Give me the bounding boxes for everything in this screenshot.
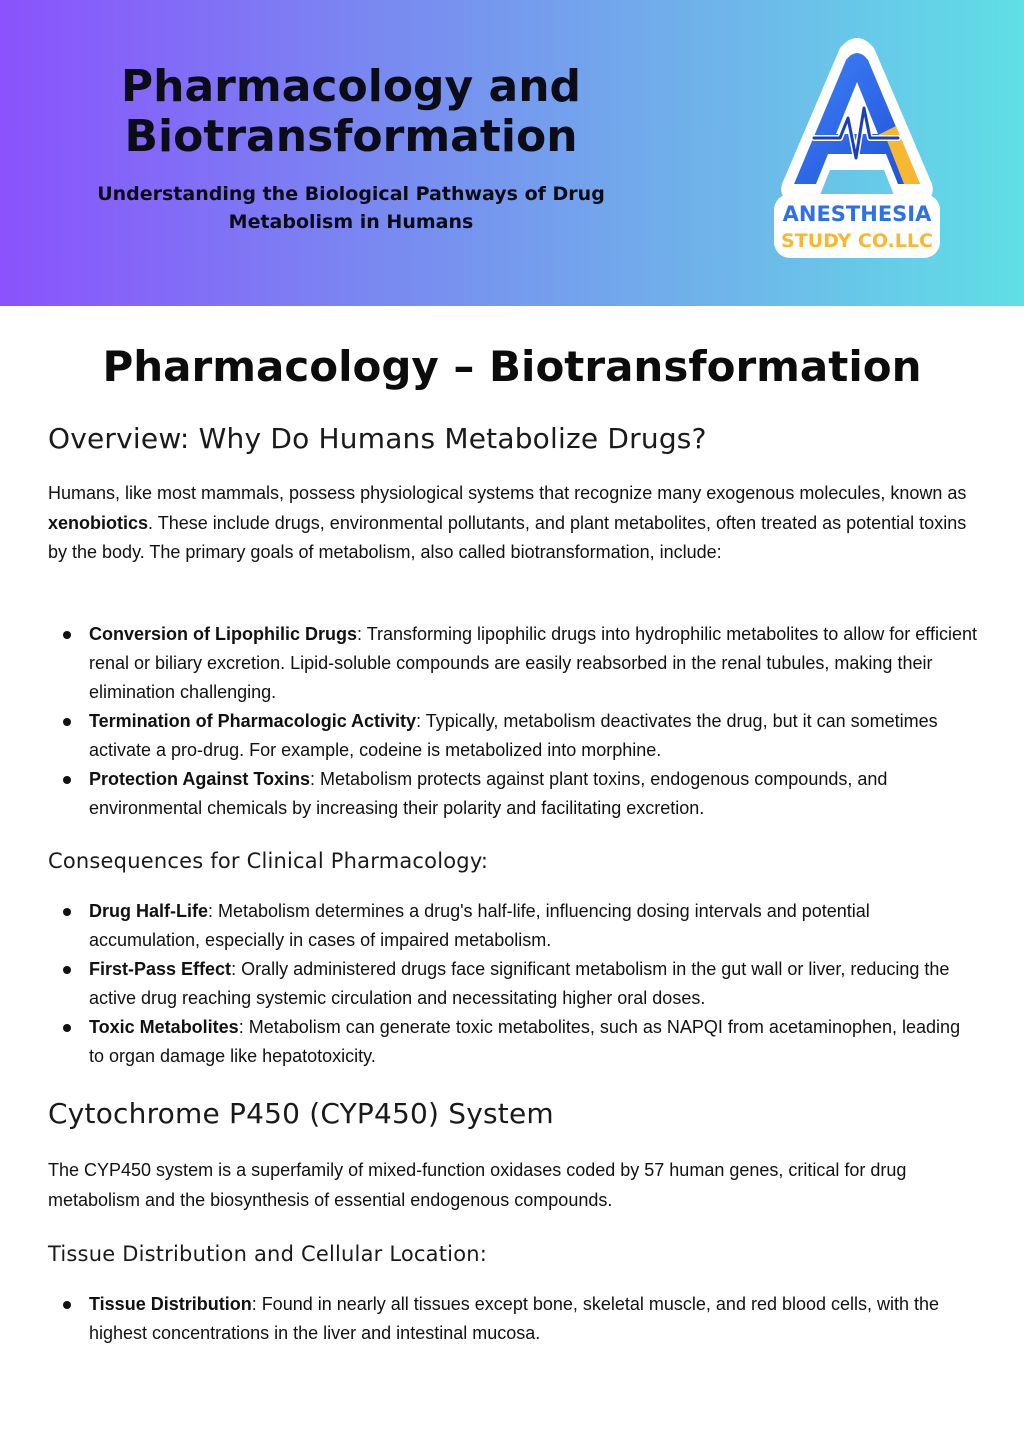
list-item: First-Pass Effect: Orally administered drugs face significant metabolism in the gut wall or liver, reducing the active drug reaching systemic circulation and necessitating higher oral doses. xyxy=(48,955,978,1013)
logo-line2: STUDY CO.LLC xyxy=(781,230,933,252)
bullet-icon xyxy=(63,631,71,639)
list-item: Conversion of Lipophilic Drugs: Transforming lipophilic drugs into hydrophilic metabolites to allow for efficient renal or biliary excretion. Lipid-soluble compounds are easily reabsorbed in the renal tubules, making their elimination challenging. xyxy=(48,620,978,707)
bullet-icon xyxy=(63,966,71,974)
bullet-icon xyxy=(63,908,71,916)
list-item: Protection Against Toxins: Metabolism protects against plant toxins, endogenous compounds, and environmental chemicals by increasing their polarity and facilitating excretion. xyxy=(48,765,978,823)
consequences-list xyxy=(48,897,978,1071)
xenobiotics-term: xenobiotics xyxy=(48,512,149,533)
bullet-icon xyxy=(63,1301,71,1309)
bullet-icon xyxy=(63,776,71,784)
list-item: Drug Half-Life: Metabolism determines a drug's half-life, influencing dosing intervals and potential accumulation, especially in cases of impaired metabolism. xyxy=(48,897,978,955)
company-logo xyxy=(774,34,940,258)
tissue-list xyxy=(48,1290,978,1348)
list-item: Termination of Pharmacologic Activity: Typically, metabolism deactivates the drug, but it can sometimes activate a pro-drug. For example, codeine is metabolized into morphine. xyxy=(48,707,978,765)
tissue-heading: Tissue Distribution and Cellular Location: xyxy=(48,1242,488,1266)
consequences-heading: Consequences for Clinical Pharmacology: xyxy=(48,849,489,873)
overview-intro: Humans, like most mammals, possess physiological systems that recognize many exogenous molecules, known as xenobiotics. These include drugs, environmental pollutants, and plant metabolites, often treated as potential toxins by the body. The primary goals of metabolism, also called biotransformation, include: xyxy=(48,483,967,562)
cyp450-heading: Cytochrome P450 (CYP450) System xyxy=(48,1097,554,1130)
cyp450-intro: The CYP450 system is a superfamily of mixed-function oxidases coded by 57 human genes, critical for drug metabolism and the biosynthesis of essential endogenous compounds. xyxy=(48,1160,907,1210)
list-item: Toxic Metabolites: Metabolism can generate toxic metabolites, such as NAPQI from acetaminophen, leading to organ damage like hepatotoxicity. xyxy=(48,1013,978,1071)
logo-line1: ANESTHESIA xyxy=(782,202,932,226)
bullet-icon xyxy=(63,1024,71,1032)
banner-subtitle: Understanding the Biological Pathways of Drug Metabolism in Humans xyxy=(97,183,605,233)
header-banner xyxy=(0,0,1024,306)
document-title: Pharmacology – Biotransformation xyxy=(102,342,922,391)
metabolism-goals-list xyxy=(48,620,978,823)
bullet-icon xyxy=(63,718,71,726)
list-item: Tissue Distribution: Found in nearly all tissues except bone, skeletal muscle, and red blood cells, with the highest concentrations in the liver and intestinal mucosa. xyxy=(48,1290,978,1348)
overview-heading: Overview: Why Do Humans Metabolize Drugs? xyxy=(48,422,707,455)
banner-title: Pharmacology and Biotransformation xyxy=(120,61,582,162)
